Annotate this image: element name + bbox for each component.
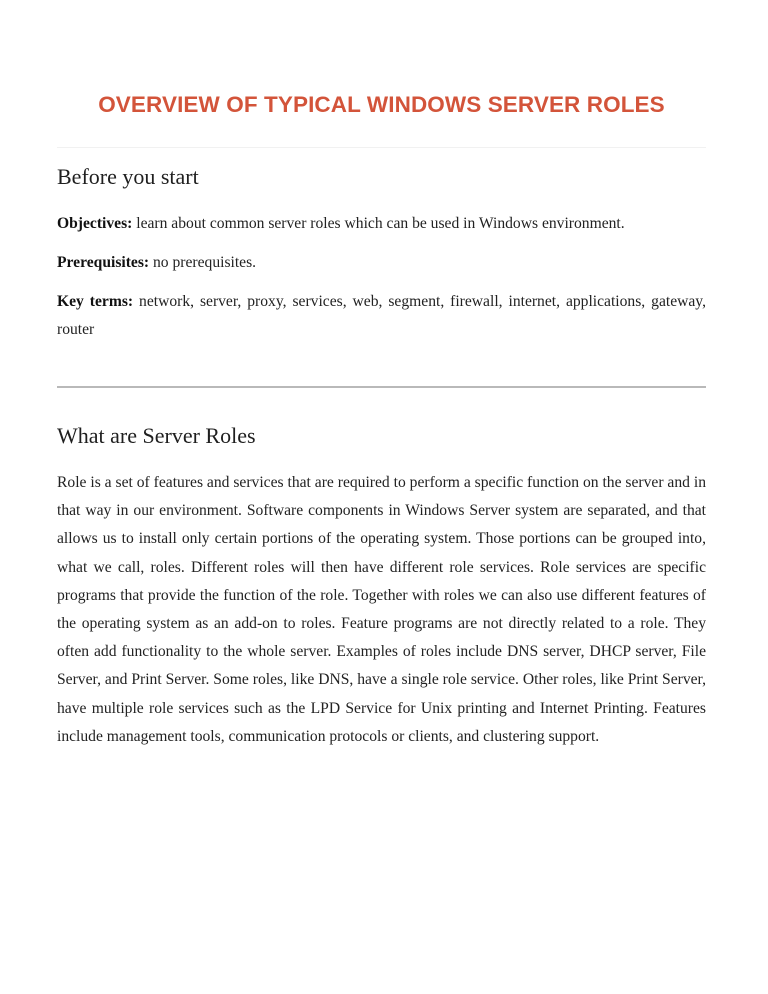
section-heading-before-you-start: Before you start bbox=[57, 164, 199, 189]
title-divider bbox=[57, 147, 706, 148]
section-heading-server-roles: What are Server Roles bbox=[57, 423, 256, 448]
objectives-label: Objectives: bbox=[57, 215, 133, 232]
prerequisites-label: Prerequisites: bbox=[57, 254, 150, 271]
page-title: OVERVIEW OF TYPICAL WINDOWS SERVER ROLES bbox=[98, 92, 665, 117]
prerequisites-paragraph bbox=[57, 249, 706, 277]
objectives-text: learn about common server roles which can be used in Windows environment. bbox=[132, 215, 625, 232]
section-divider bbox=[57, 386, 706, 388]
prerequisites-text: no prerequisites. bbox=[149, 254, 257, 271]
key-terms-paragraph bbox=[57, 288, 706, 344]
objectives-paragraph bbox=[57, 210, 706, 238]
server-roles-body-paragraph: Role is a set of features and services that are required to perform a specific function on the server and in that way in our environment. Software components in Windows Server system are separated, and that allows us to install only certain portions of the operating system. Those portions can be grouped into, what we call, roles. Different roles will then have different role services. Role services are specific programs that provide the function of the role. Together with roles we can also use different features of the operating system as an add-on to roles. Feature programs are not directly related to a role. They often add functionality to the whole server. Examples of roles include DNS server, DHCP server, File Server, and Print Server. Some roles, like DNS, have a single role service. Other roles, like Print Server, have multiple role services such as the LPD Service for Unix printing and Internet Printing. Features include management tools, communication protocols or clients, and clustering support. bbox=[57, 474, 706, 745]
key-terms-label: Key terms: bbox=[57, 293, 134, 310]
key-terms-text: network, server, proxy, services, web, segment, firewall, internet, applications, gateway, router bbox=[57, 293, 706, 338]
